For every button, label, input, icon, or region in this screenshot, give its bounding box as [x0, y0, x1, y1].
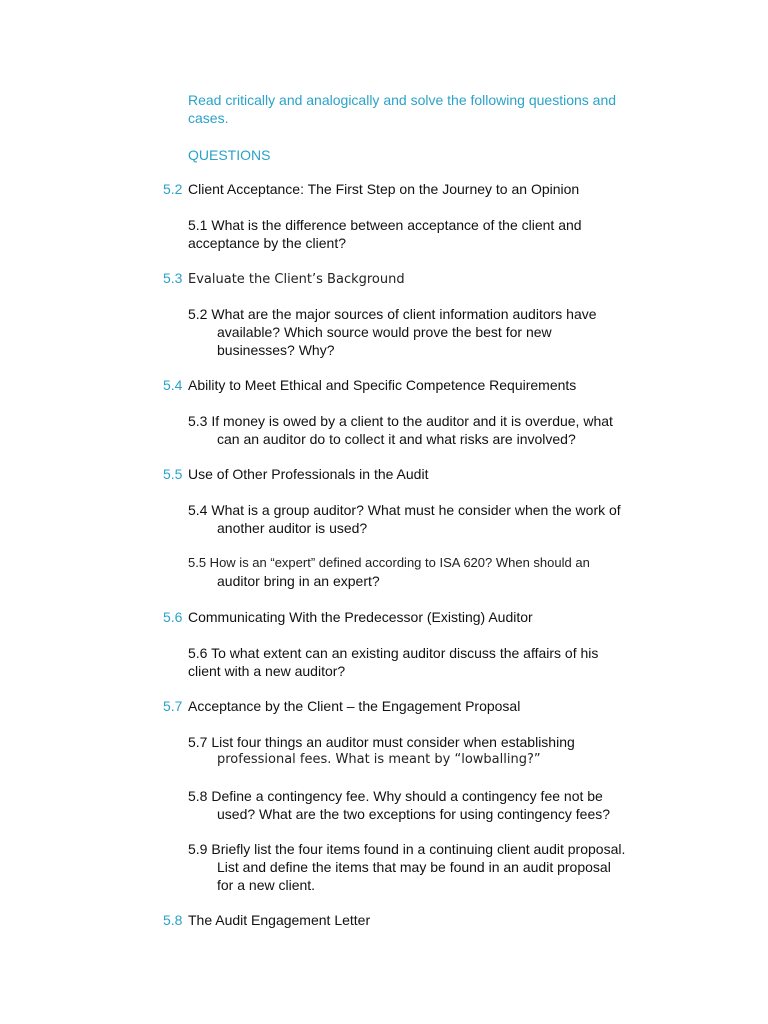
question-item — [188, 216, 668, 252]
question-line: professional fees. What is meant by “lowballing?” — [217, 752, 541, 767]
question-line: 5.6 To what extent can an existing auditor discuss the affairs of his — [188, 645, 599, 661]
section-number: 5.8 — [163, 912, 183, 928]
question-item — [188, 501, 668, 537]
section-title: Ability to Meet Ethical and Specific Competence Requirements — [188, 377, 577, 393]
question-line: client with a new auditor? — [188, 663, 346, 679]
question-line: 5.1 What is the difference between acceptance of the client and — [188, 217, 582, 233]
question-item — [188, 644, 668, 680]
question-item — [188, 840, 668, 894]
intro-line-2: cases. — [188, 110, 229, 126]
question-line: List and define the items that may be found in an audit proposal — [217, 859, 611, 875]
section-heading — [163, 697, 520, 715]
question-line: used? What are the two exceptions for using contingency fees? — [217, 806, 611, 822]
section-title: Evaluate the Client’s Background — [188, 272, 405, 287]
section-number: 5.4 — [163, 377, 183, 393]
question-line: another auditor is used? — [217, 520, 368, 536]
question-line: 5.8 Define a contingency fee. Why should a contingency fee not be — [188, 788, 603, 804]
section-title: Acceptance by the Client – the Engagement Proposal — [188, 698, 521, 714]
question-line: can an auditor do to collect it and what risks are involved? — [217, 431, 576, 447]
section-number: 5.5 — [163, 466, 183, 482]
question-line: acceptance by the client? — [188, 235, 346, 251]
question-line: for a new client. — [217, 877, 316, 893]
section-title: The Audit Engagement Letter — [188, 912, 371, 928]
questions-heading: QUESTIONS — [188, 147, 271, 163]
section-title: Communicating With the Predecessor (Existing) Auditor — [188, 609, 533, 625]
question-line: 5.9 Briefly list the four items found in a continuing client audit proposal. — [188, 841, 626, 857]
question-item — [188, 787, 668, 823]
section-number: 5.7 — [163, 698, 183, 714]
section-heading — [163, 376, 576, 394]
question-line: 5.3 If money is owed by a client to the auditor and it is overdue, what — [188, 413, 613, 429]
question-item — [188, 305, 668, 359]
section-heading — [163, 269, 405, 289]
section-heading — [163, 608, 533, 626]
section-title: Use of Other Professionals in the Audit — [188, 466, 429, 482]
section-heading — [163, 180, 579, 198]
question-item — [188, 412, 668, 448]
question-line: available? Which source would prove the best for new — [217, 324, 552, 340]
question-line: 5.2 What are the major sources of client information auditors have — [188, 306, 597, 322]
intro-instructions — [188, 91, 668, 127]
section-title: Client Acceptance: The First Step on the Journey to an Opinion — [188, 181, 580, 197]
question-line: 5.5 How is an “expert” defined according to ISA 620? When should an — [188, 555, 590, 570]
question-line: 5.4 What is a group auditor? What must he consider when the work of — [188, 502, 621, 518]
section-number: 5.3 — [163, 270, 183, 286]
section-heading — [163, 911, 370, 929]
section-number: 5.6 — [163, 609, 183, 625]
section-number: 5.2 — [163, 181, 183, 197]
question-line: businesses? Why? — [217, 342, 335, 358]
question-item — [188, 733, 668, 769]
question-line: 5.7 List four things an auditor must consider when establishing — [188, 734, 575, 750]
section-heading — [163, 465, 428, 483]
intro-line-1: Read critically and analogically and solve the following questions and — [188, 92, 617, 108]
question-line: auditor bring in an expert? — [217, 573, 380, 589]
question-item — [188, 554, 668, 590]
